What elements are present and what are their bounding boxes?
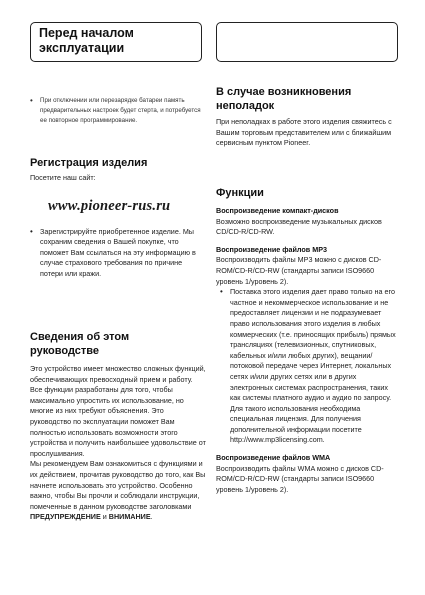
functions-section: [216, 186, 400, 495]
troubleshooting-section: [216, 85, 400, 149]
mp3-license-bullet: • Поставка этого изделия дает право только на его частное и некоммерческое использование и не предоставляет лицензии и не подразумевает право использования этого изделия в любых коммерческих (т.е. приносящих прибыль) прямых трансляциях (телевизионных, спутниковых, кабельных и/или любых других), вещании/потоковой передаче через Интернет, локальных сетях и/или других сетях или в других электронных системах распространения, таких как системы платного аудио и аудио по запросу. Для такого использования необходима специальная лицензия. Для получения дополнительной информации посетите http://www.mp3licensing.com.: [220, 287, 400, 446]
wma-playback-title: Воспроизведение файлов WMA: [216, 453, 331, 463]
cd-playback-title: Воспроизведение компакт-дисков: [216, 206, 339, 215]
trouble-title-line2: неполадок: [216, 100, 275, 112]
functions-title: Функции: [216, 187, 264, 199]
pioneer-website-link[interactable]: www.pioneer-rus.ru: [48, 197, 171, 214]
attention-label: ВНИМАНИЕ: [108, 512, 151, 522]
cd-playback-body: Возможно воспроизведение музыкальных дисков CD/CD-R/CD-RW.: [216, 216, 382, 237]
trouble-body: При неполадках в работе этого изделия свяжитесь с Вашим торговым представителем или с ближайшим сервисным пунктом Pioneer.: [216, 117, 392, 148]
wma-playback-body: Воспроизводить файлы WMA можно с дисков CD-ROM/CD-R/CD-RW (стандарты записи ISO9660 уровень 1/уровень 2).: [216, 463, 384, 494]
about-manual-section: [30, 330, 206, 523]
section-header-box: [30, 22, 202, 62]
registration-bullet: • Зарегистрируйте приобретенное изделие. Мы сохраним сведения о Вашей покупке, что поможет Вам ссылаться на эту информацию в случае страхового требования по причине потери или кражи.: [30, 227, 206, 280]
mp3-playback-body: Воспроизводить файлы MP3 можно с дисков CD-ROM/CD-R/CD-RW (стандарты записи ISO9660 уровень 1/уровень 2).: [216, 255, 382, 286]
mp3-playback-title: Воспроизведение файлов MP3: [216, 244, 327, 254]
period-text: .: [150, 512, 153, 522]
about-body-text: Это устройство имеет множество сложных функций, обеспечивающих превосходный прием и работу. Все функции разработаны для того, чтобы максимально упростить их использование, но многие из них требуют объяснения. Это руководство по эксплуатации поможет Вам полностью использовать возможности этого устройства и получить наибольшее удовольствие от прослушивания. Мы рекомендуем Вам ознакомиться с функциями и их действием, прочитав руководство до того, как Вы начнете использовать это устройство. Особенно важно, чтобы Вы прочли и соблюдали инструкции, помеченные в данном руководстве заголовками: [30, 364, 206, 511]
about-title-line1: Сведения об этом: [30, 331, 130, 343]
trouble-title-line1: В случае возникновения: [216, 86, 352, 98]
registration-section: [30, 156, 206, 280]
registration-visit-text: Посетите наш сайт:: [30, 173, 96, 182]
battery-note-bullet: • При отключении или перезарядке батареи память предварительных настроек будет стерта, и потребуется ее повторное программирование.: [30, 96, 206, 126]
about-title-line2: руководстве: [30, 345, 100, 357]
registration-title: Регистрация изделия: [30, 157, 148, 169]
and-text: и: [100, 512, 109, 522]
battery-note: [30, 96, 206, 126]
section-header-title: Перед началом эксплуатации: [39, 26, 134, 55]
warning-label: ПРЕДУПРЕЖДЕНИЕ: [30, 512, 101, 522]
empty-header-box: [216, 22, 398, 62]
about-body: [30, 364, 206, 523]
